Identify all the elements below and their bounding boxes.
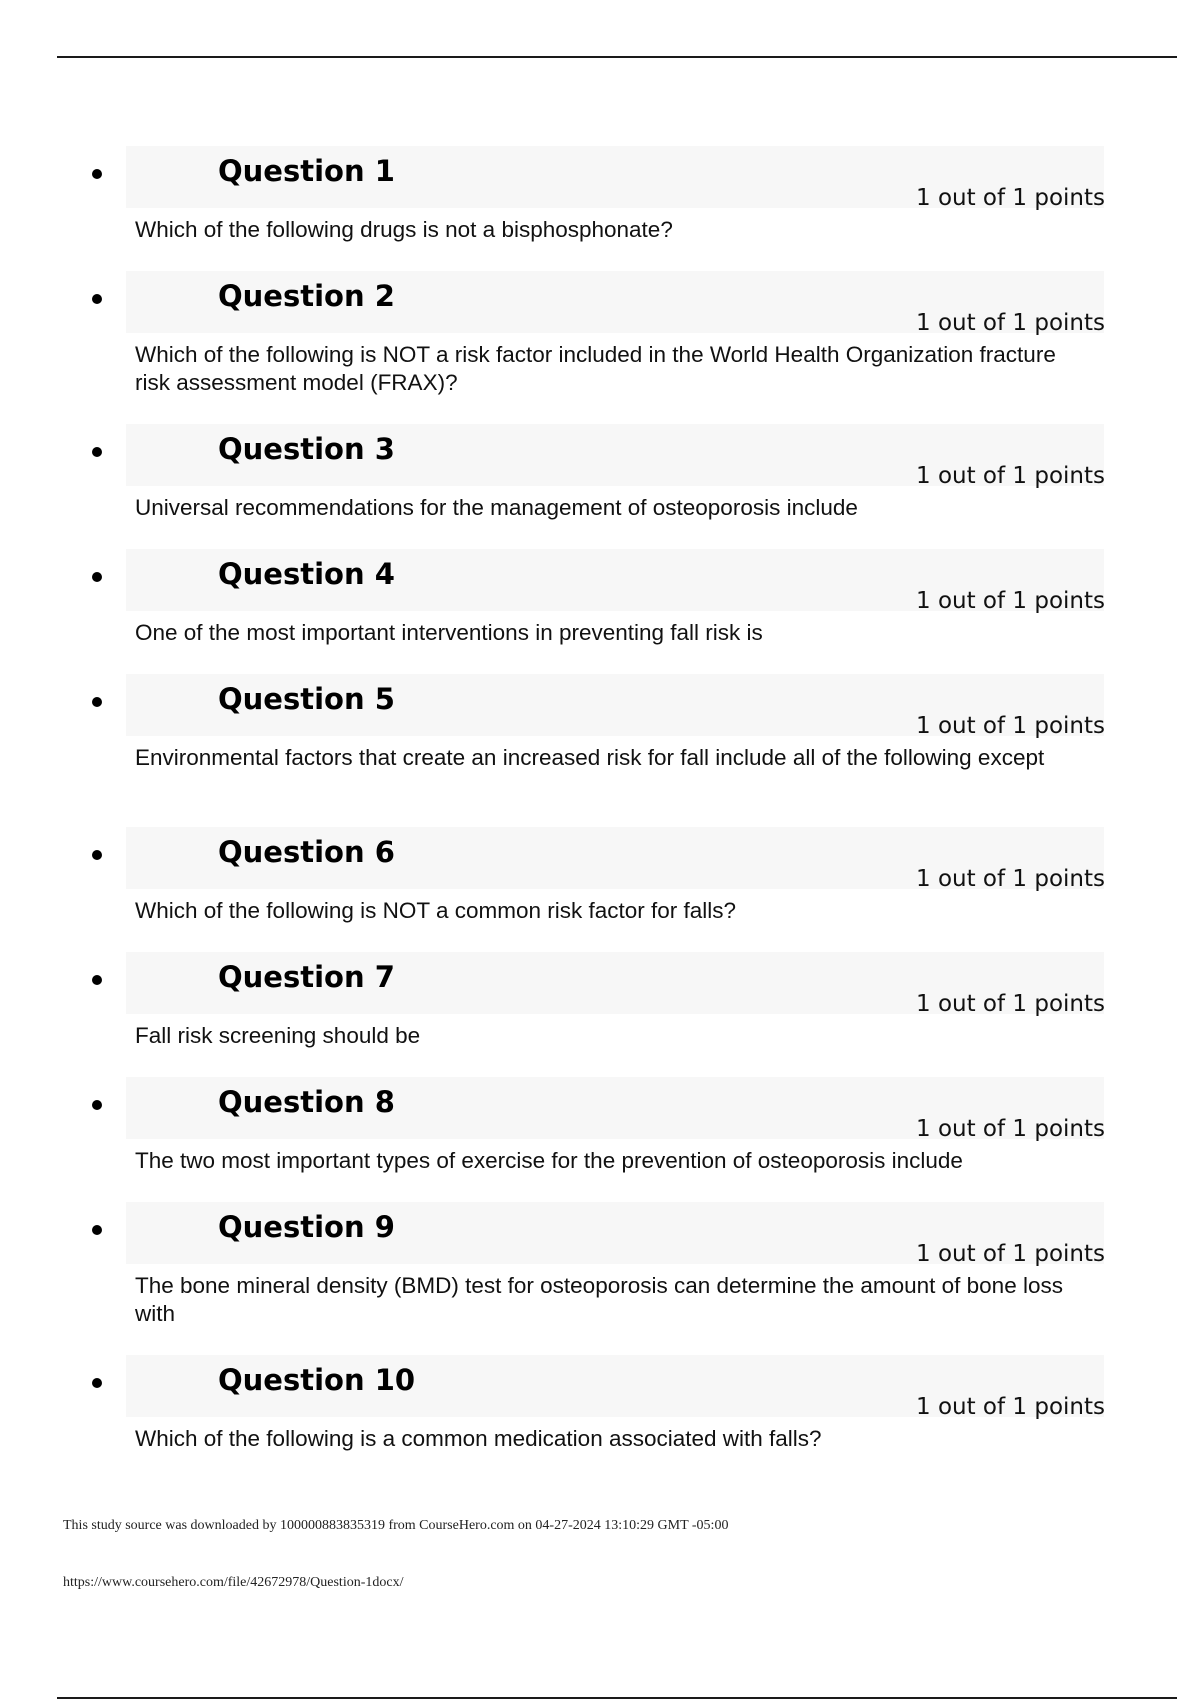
bullet-icon — [92, 1378, 102, 1388]
question-text: Which of the following is NOT a common risk factor for falls? — [135, 898, 737, 923]
source-url: https://www.coursehero.com/file/42672978/Question-1docx/ — [63, 1575, 404, 1590]
bullet-icon — [92, 697, 102, 707]
question-score: 1 out of 1 points — [916, 713, 1105, 739]
question-score: 1 out of 1 points — [916, 1394, 1105, 1420]
question-text: Which of the following is a common medication associated with falls? — [135, 1426, 822, 1451]
bullet-icon — [92, 1100, 102, 1110]
question-score: 1 out of 1 points — [916, 1116, 1105, 1142]
download-source-note: This study source was downloaded by 100000883835319 from CourseHero.com on 04-27-2024 13:10:29 GMT -05:00 — [63, 1518, 729, 1533]
question-score: 1 out of 1 points — [916, 991, 1105, 1017]
question-title: Question 3 — [218, 432, 395, 466]
bullet-icon — [92, 1225, 102, 1235]
question-title: Question 4 — [218, 557, 395, 591]
question-score: 1 out of 1 points — [916, 866, 1105, 892]
question-title: Question 9 — [218, 1210, 395, 1244]
question-score: 1 out of 1 points — [916, 310, 1105, 336]
question-text: Which of the following is NOT a risk factor included in the World Health Organization fracture risk assessment model (FRAX)? — [135, 342, 1056, 395]
bullet-icon — [92, 975, 102, 985]
question-title: Question 1 — [218, 154, 395, 188]
question-score: 1 out of 1 points — [916, 185, 1105, 211]
question-text: The bone mineral density (BMD) test for osteoporosis can determine the amount of bone loss with — [135, 1273, 1063, 1326]
question-title: Question 10 — [218, 1363, 416, 1397]
question-text: Which of the following drugs is not a bisphosphonate? — [135, 217, 673, 242]
question-title: Question 6 — [218, 835, 395, 869]
bullet-icon — [92, 169, 102, 179]
question-text: Fall risk screening should be — [135, 1023, 421, 1048]
question-score: 1 out of 1 points — [916, 588, 1105, 614]
bullet-icon — [92, 447, 102, 457]
question-score: 1 out of 1 points — [916, 463, 1105, 489]
bullet-icon — [92, 294, 102, 304]
question-text: One of the most important interventions in preventing fall risk is — [135, 620, 763, 645]
question-score: 1 out of 1 points — [916, 1241, 1105, 1267]
question-text: Universal recommendations for the management of osteoporosis include — [135, 495, 858, 520]
question-text: Environmental factors that create an increased risk for fall include all of the following except — [135, 745, 1045, 770]
question-title: Question 2 — [218, 279, 395, 313]
bottom-divider — [57, 1697, 1177, 1699]
question-title: Question 8 — [218, 1085, 395, 1119]
question-title: Question 5 — [218, 682, 395, 716]
bullet-icon — [92, 572, 102, 582]
bullet-icon — [92, 850, 102, 860]
question-text: The two most important types of exercise for the prevention of osteoporosis include — [135, 1148, 963, 1173]
question-title: Question 7 — [218, 960, 395, 994]
